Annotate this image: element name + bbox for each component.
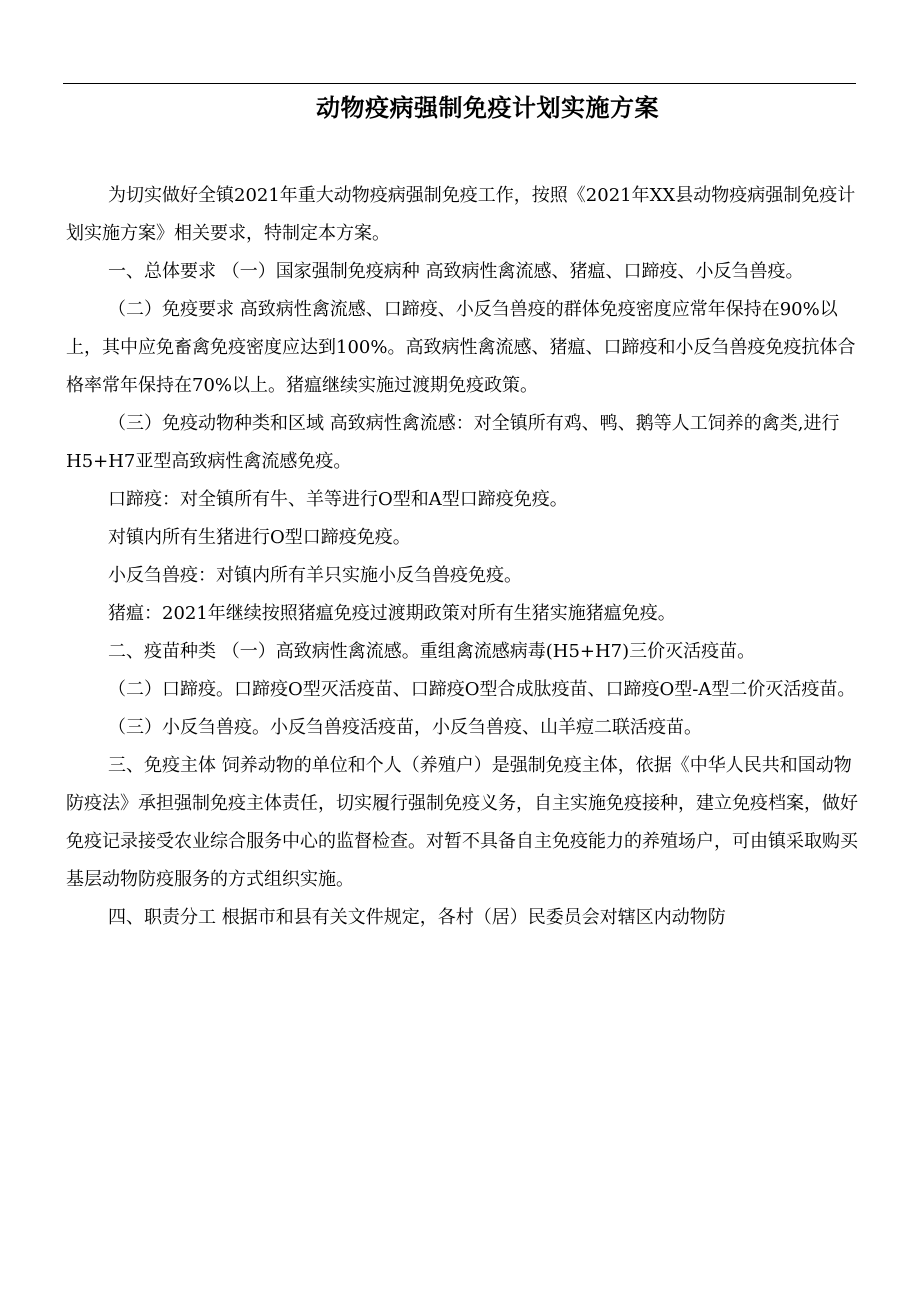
paragraph-intro: 为切实做好全镇2021年重大动物疫病强制免疫工作，按照《2021年XX县动物疫病强制免疫计划实施方案》相关要求，特制定本方案。 (66, 185, 856, 244)
paragraph-swine-fever: 猪瘟：2021年继续按照猪瘟免疫过渡期政策对所有生猪实施猪瘟免疫。 (108, 603, 676, 624)
paragraph-animal-species: （三）免疫动物种类和区域 高致病性禽流感：对全镇所有鸡、鸭、鹅等人工饲养的禽类,进行H5+H7亚型高致病性禽流感免疫。 (66, 413, 840, 472)
document-body (66, 177, 858, 937)
paragraph-fmd-pigs: 对镇内所有生猪进行O型口蹄疫免疫。 (108, 527, 411, 548)
paragraph-ppr-vaccines: （三）小反刍兽疫。小反刍兽疫活疫苗，小反刍兽疫、山羊痘二联活疫苗。 (108, 717, 702, 738)
header-rule (63, 83, 856, 84)
document-title: 动物疫病强制免疫计划实施方案 (316, 94, 659, 122)
paragraph-immunization-requirements: （二）免疫要求 高致病性禽流感、口蹄疫、小反刍兽疫的群体免疫密度应常年保持在90%以上，其中应免畜禽免疫密度应达到100%。高致病性禽流感、猪瘟、口蹄疫和小反刍兽疫免疫抗体合格率常年保持在70%以上。猪瘟继续实施过渡期免疫政策。 (66, 299, 856, 396)
paragraph-responsibilities: 四、职责分工 根据市和县有关文件规定，各村（居）民委员会对辖区内动物防 (108, 907, 726, 928)
paragraph-fmd-vaccines: （二）口蹄疫。口蹄疫O型灭活疫苗、口蹄疫O型合成肽疫苗、口蹄疫O型-A型二价灭活疫苗。 (108, 679, 856, 700)
paragraph-vaccine-types: 二、疫苗种类 （一）高致病性禽流感。重组禽流感病毒(H5+H7)三价灭活疫苗。 (108, 641, 756, 662)
paragraph-fmd-cattle-sheep: 口蹄疫：对全镇所有牛、羊等进行O型和A型口蹄疫免疫。 (108, 489, 568, 510)
paragraph-immunization-subject: 三、免疫主体 饲养动物的单位和个人（养殖户）是强制免疫主体，依据《中华人民共和国动物防疫法》承担强制免疫主体责任，切实履行强制免疫义务，自主实施免疫接种，建立免疫档案，做好免疫记录接受农业综合服务中心的监督检查。对暂不具备自主免疫能力的养殖场户，可由镇采取购买基层动物防疫服务的方式组织实施。 (66, 755, 858, 890)
paragraph-general-requirements: 一、总体要求 （一）国家强制免疫病种 高致病性禽流感、猪瘟、口蹄疫、小反刍兽疫。 (108, 261, 804, 282)
paragraph-ppr: 小反刍兽疫：对镇内所有羊只实施小反刍兽疫免疫。 (108, 565, 522, 586)
